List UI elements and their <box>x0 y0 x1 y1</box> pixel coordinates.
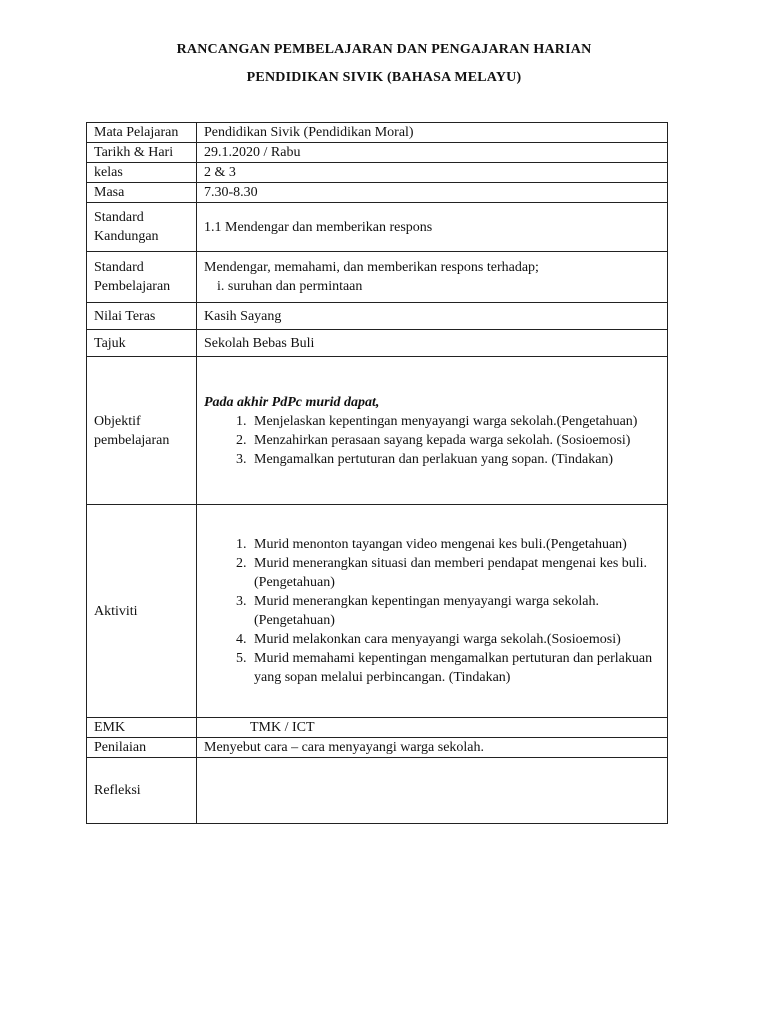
value-aktiviti <box>197 505 668 718</box>
row-objektif <box>87 357 668 505</box>
row-refleksi <box>87 758 668 824</box>
row-tarikh <box>87 143 668 163</box>
label-tarikh: Tarikh & Hari <box>87 143 197 163</box>
value-kelas: 2 & 3 <box>197 163 668 183</box>
aktiviti-item: 2. Murid menerangkan situasi dan memberi pendapat mengenai kes buli.(Pengetahuan) <box>250 554 660 592</box>
value-standard-pembelajaran <box>197 252 668 303</box>
aktiviti-item: 5. Murid memahami kepentingan mengamalkan pertuturan dan perlakuan yang sopan melalui perbincangan. (Tindakan) <box>250 649 660 687</box>
label-standard-kandungan-line1: Standard <box>94 210 144 225</box>
row-standard-kandungan <box>87 203 668 252</box>
value-emk <box>197 718 668 738</box>
aktiviti-item: 1. Murid menonton tayangan video mengenai kes buli.(Pengetahuan) <box>250 535 660 554</box>
label-penilaian: Penilaian <box>87 738 197 758</box>
aktiviti-item: 4. Murid melakonkan cara menyayangi warga sekolah.(Sosioemosi) <box>250 630 660 649</box>
label-nilai-teras: Nilai Teras <box>87 303 197 330</box>
objektif-item: 2. Menzahirkan perasaan sayang kepada warga sekolah. (Sosioemosi) <box>250 431 660 450</box>
row-penilaian <box>87 738 668 758</box>
aktiviti-list <box>204 535 660 687</box>
objektif-list <box>204 412 660 469</box>
value-nilai-teras: Kasih Sayang <box>197 303 668 330</box>
value-emk-text: TMK / ICT <box>250 720 315 735</box>
label-standard-pembelajaran-line2: Pembelajaran <box>94 279 171 294</box>
row-mata-pelajaran <box>87 123 668 143</box>
label-standard-pembelajaran-line1: Standard <box>94 260 144 275</box>
value-objektif <box>197 357 668 505</box>
value-tajuk: Sekolah Bebas Buli <box>197 330 668 357</box>
label-objektif <box>87 357 197 505</box>
lesson-plan-table <box>86 122 668 824</box>
label-standard-pembelajaran <box>87 252 197 303</box>
row-standard-pembelajaran <box>87 252 668 303</box>
label-tajuk: Tajuk <box>87 330 197 357</box>
label-kelas: kelas <box>87 163 197 183</box>
label-mata-pelajaran: Mata Pelajaran <box>87 123 197 143</box>
aktiviti-item: 3. Murid menerangkan kepentingan menyayangi warga sekolah. (Pengetahuan) <box>250 592 660 630</box>
label-refleksi: Refleksi <box>87 758 197 824</box>
label-objektif-line2: pembelajaran <box>94 432 170 448</box>
value-standard-kandungan: 1.1 Mendengar dan memberikan respons <box>197 203 668 252</box>
label-masa: Masa <box>87 183 197 203</box>
value-mata-pelajaran: Pendidikan Sivik (Pendidikan Moral) <box>197 123 668 143</box>
row-masa <box>87 183 668 203</box>
label-standard-kandungan-line2: Kandungan <box>94 229 159 244</box>
objektif-item: 3. Mengamalkan pertuturan dan perlakuan yang sopan. (Tindakan) <box>250 450 660 469</box>
label-standard-kandungan <box>87 203 197 252</box>
value-penilaian: Menyebut cara – cara menyayangi warga sekolah. <box>197 738 668 758</box>
page-subtitle: PENDIDIKAN SIVIK (BAHASA MELAYU) <box>246 70 522 85</box>
label-aktiviti: Aktiviti <box>87 505 197 718</box>
objektif-lead: Pada akhir PdPc murid dapat, <box>204 394 380 410</box>
value-standard-pembelajaran-line2: i. suruhan dan permintaan <box>217 279 363 294</box>
label-emk: EMK <box>87 718 197 738</box>
page-title: RANCANGAN PEMBELAJARAN DAN PENGAJARAN HARIAN <box>176 42 592 57</box>
label-objektif-line1: Objektif <box>94 413 141 429</box>
value-standard-pembelajaran-line1: Mendengar, memahami, dan memberikan respons terhadap; <box>204 260 539 275</box>
value-tarikh: 29.1.2020 / Rabu <box>197 143 668 163</box>
row-tajuk <box>87 330 668 357</box>
value-refleksi <box>197 758 668 824</box>
row-kelas <box>87 163 668 183</box>
objektif-item: 1. Menjelaskan kepentingan menyayangi warga sekolah.(Pengetahuan) <box>250 412 660 431</box>
row-aktiviti <box>87 505 668 718</box>
row-emk <box>87 718 668 738</box>
row-nilai-teras <box>87 303 668 330</box>
value-masa: 7.30-8.30 <box>197 183 668 203</box>
